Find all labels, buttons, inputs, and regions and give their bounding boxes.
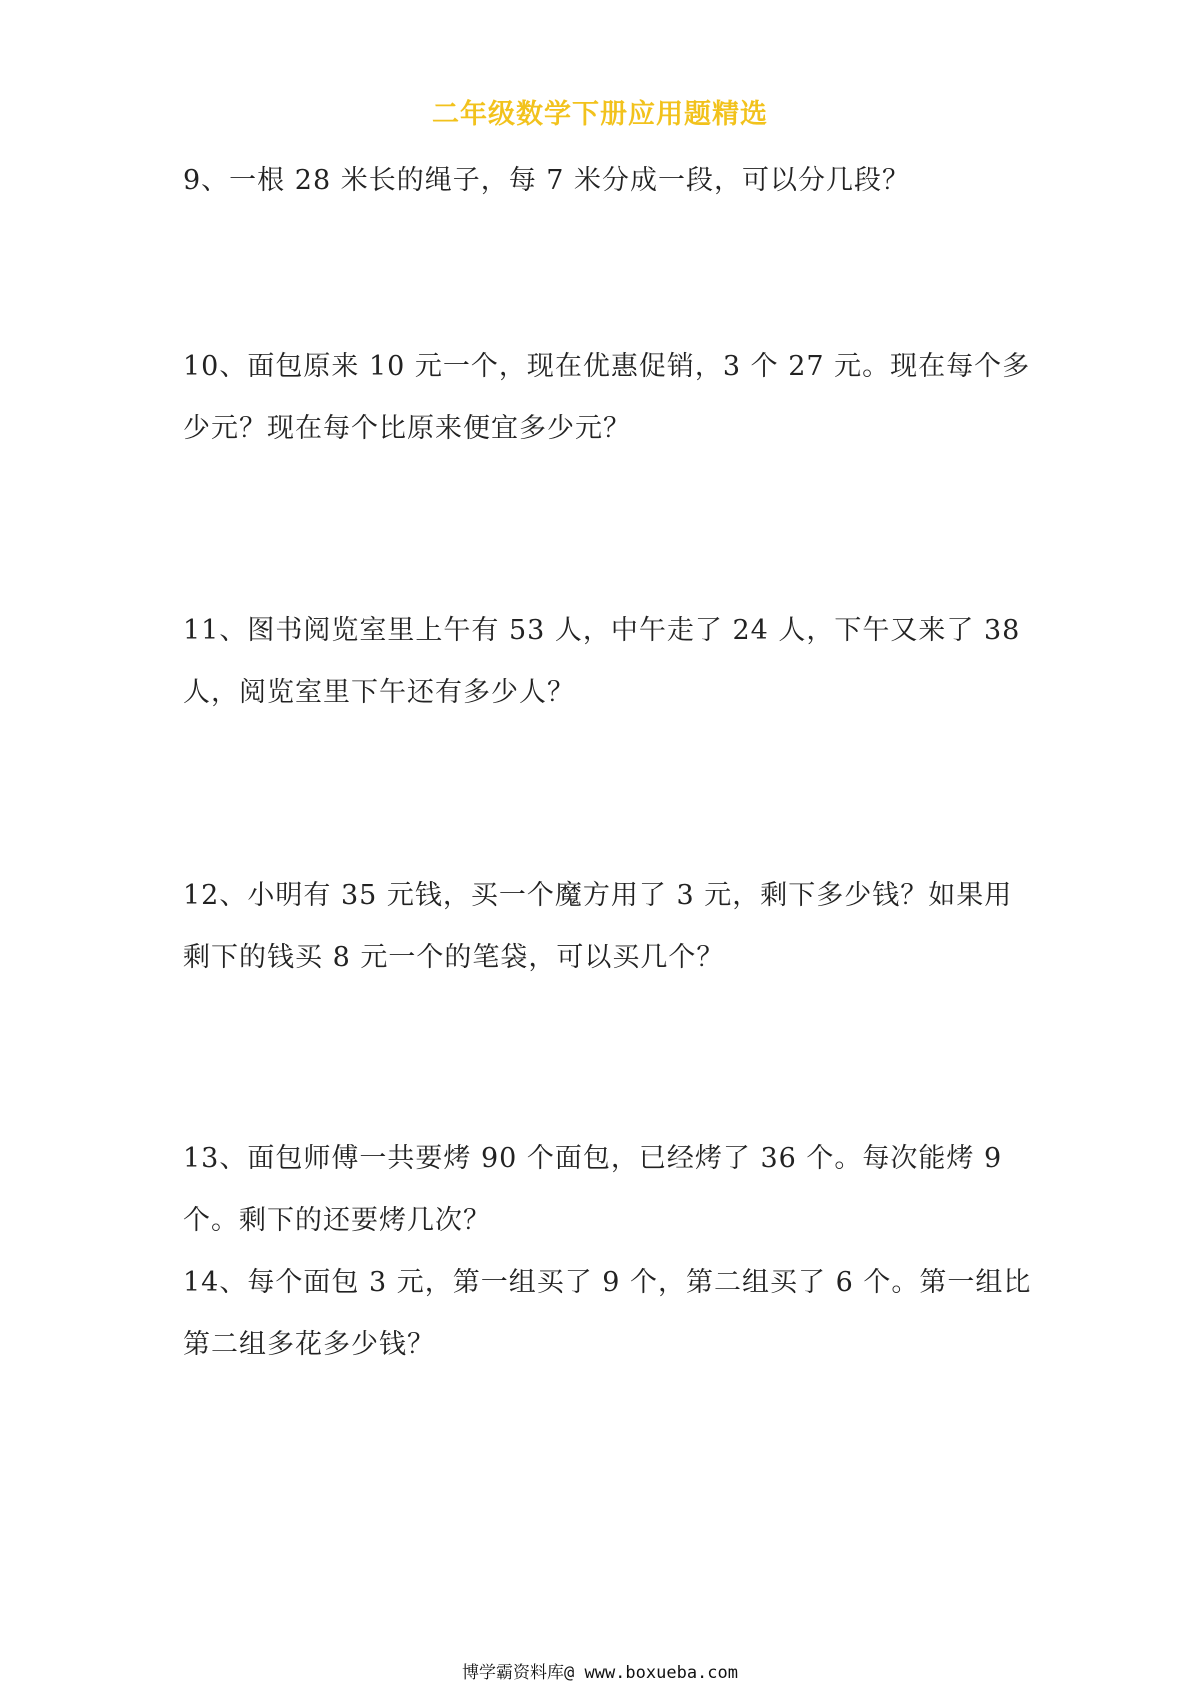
page-title: 二年级数学下册应用题精选 [432, 99, 768, 130]
page-footer: 博学霸资料库@ www.boxueba.com [462, 1663, 738, 1683]
question-10: 10、面包原来 10 元一个，现在优惠促销，3 个 27 元。现在每个多少元？现在每个比原来便宜多少元？ [183, 351, 1031, 444]
question-11: 11、图书阅览室里上午有 53 人，中午走了 24 人，下午又来了 38 人，阅览室里下午还有多少人？ [183, 615, 1021, 708]
question-14: 14、每个面包 3 元，第一组买了 9 个，第二组买了 6 个。第一组比第二组多花多少钱？ [183, 1267, 1032, 1360]
question-13: 13、面包师傅一共要烤 90 个面包，已经烤了 36 个。每次能烤 9 个。剩下的还要烤几次？ [183, 1143, 1003, 1236]
question-12: 12、小明有 35 元钱，买一个魔方用了 3 元，剩下多少钱？如果用剩下的钱买 8 元一个的笔袋，可以买几个？ [183, 880, 1013, 973]
question-9: 9、一根 28 米长的绳子，每 7 米分成一段，可以分几段？ [183, 165, 911, 196]
